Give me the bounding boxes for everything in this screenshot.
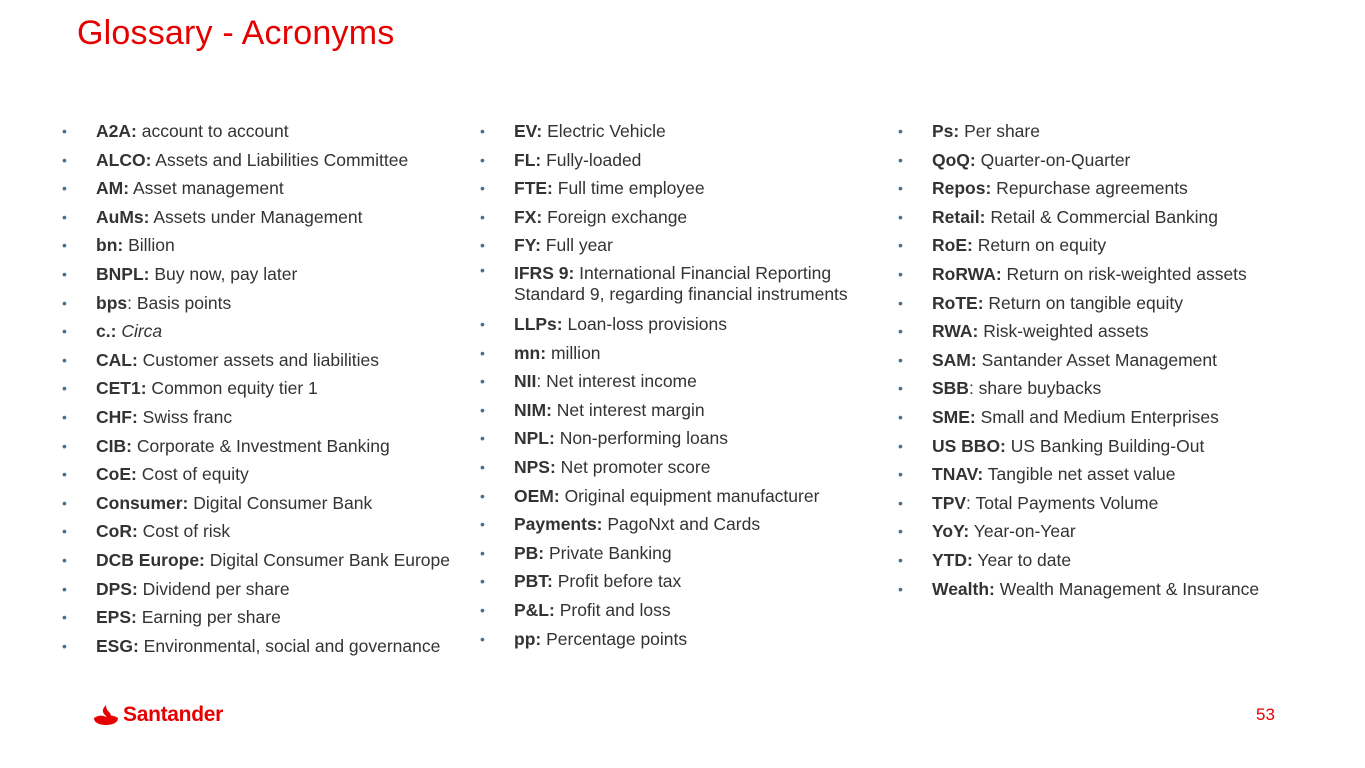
glossary-entry bbox=[62, 203, 467, 232]
glossary-entry bbox=[898, 460, 1318, 489]
bullet-icon: • bbox=[898, 151, 903, 168]
glossary-term: ALCO: bbox=[96, 149, 152, 170]
bullet-icon: • bbox=[480, 208, 485, 225]
glossary-definition: Return on tangible equity bbox=[983, 292, 1183, 313]
glossary-definition: Billion bbox=[123, 235, 175, 256]
glossary-entry bbox=[898, 546, 1318, 575]
glossary-entry bbox=[62, 403, 467, 432]
bullet-icon: • bbox=[480, 373, 485, 390]
bullet-icon: • bbox=[480, 401, 485, 418]
bullet-icon: • bbox=[898, 237, 903, 254]
bullet-icon: • bbox=[480, 630, 485, 647]
glossary-column-1 bbox=[62, 117, 467, 660]
glossary-definition: Digital Consumer Bank Europe bbox=[204, 549, 451, 570]
bullet-icon: • bbox=[62, 637, 67, 654]
santander-logo bbox=[93, 701, 223, 729]
glossary-term: SAM: bbox=[932, 349, 977, 370]
glossary-term: CHF: bbox=[96, 406, 138, 427]
glossary-entry bbox=[480, 625, 890, 654]
glossary-term: CoE: bbox=[96, 464, 137, 485]
glossary-entry bbox=[480, 339, 890, 368]
glossary-definition: Dividend per share bbox=[137, 578, 290, 599]
glossary-column-2 bbox=[480, 117, 890, 653]
bullet-icon: • bbox=[62, 180, 67, 197]
logo-text: Santander bbox=[123, 703, 223, 726]
glossary-definition: Assets and Liabilities Committee bbox=[151, 149, 409, 170]
glossary-entry bbox=[898, 174, 1318, 203]
glossary-term: NPS: bbox=[514, 456, 556, 477]
glossary-definition: Original equipment manufacturer bbox=[559, 485, 820, 506]
bullet-icon: • bbox=[62, 323, 67, 340]
glossary-term: RWA: bbox=[932, 321, 979, 342]
bullet-icon: • bbox=[898, 380, 903, 397]
glossary-entry bbox=[480, 567, 890, 596]
bullet-icon: • bbox=[62, 294, 67, 311]
glossary-entry bbox=[480, 146, 890, 175]
glossary-term: OEM: bbox=[514, 485, 560, 506]
glossary-term: AM: bbox=[96, 178, 130, 199]
glossary-term: NPL: bbox=[514, 428, 555, 449]
bullet-icon: • bbox=[480, 237, 485, 254]
glossary-definition: Assets under Management bbox=[149, 206, 363, 227]
bullet-icon: • bbox=[898, 351, 903, 368]
glossary-entry bbox=[898, 374, 1318, 403]
page-number: 53 bbox=[1256, 705, 1275, 724]
glossary-term: c.: bbox=[96, 321, 117, 342]
glossary-term: NII bbox=[514, 371, 537, 392]
bullet-icon: • bbox=[480, 573, 485, 590]
glossary-term: ESG: bbox=[96, 635, 139, 656]
glossary-entry bbox=[480, 396, 890, 425]
glossary-definition: Small and Medium Enterprises bbox=[975, 406, 1219, 427]
glossary-definition: Non-performing loans bbox=[554, 428, 728, 449]
glossary-term: AuMs: bbox=[96, 206, 150, 227]
glossary-entry bbox=[480, 482, 890, 511]
glossary-definition: Private Banking bbox=[544, 542, 672, 563]
glossary-entry bbox=[480, 539, 890, 568]
bullet-icon: • bbox=[898, 265, 903, 282]
glossary-definition: International Financial Reporting Standard 9, regarding financial instruments bbox=[514, 262, 848, 305]
glossary-term: Repos: bbox=[932, 178, 992, 199]
bullet-icon: • bbox=[898, 551, 903, 568]
glossary-definition: Buy now, pay later bbox=[149, 263, 298, 284]
glossary-entry bbox=[62, 460, 467, 489]
glossary-term: PBT: bbox=[514, 571, 553, 592]
glossary-term: US BBO: bbox=[932, 435, 1006, 456]
glossary-entry bbox=[898, 489, 1318, 518]
bullet-icon: • bbox=[62, 437, 67, 454]
glossary-term: YoY: bbox=[932, 521, 970, 542]
glossary-term: SBB bbox=[932, 378, 969, 399]
glossary-definition: Full time employee bbox=[552, 178, 705, 199]
glossary-entry bbox=[62, 489, 467, 518]
glossary-entry bbox=[62, 517, 467, 546]
bullet-icon: • bbox=[898, 437, 903, 454]
glossary-term: RoRWA: bbox=[932, 263, 1002, 284]
glossary-entry bbox=[480, 310, 890, 339]
glossary-entry bbox=[62, 346, 467, 375]
bullet-icon: • bbox=[898, 123, 903, 139]
glossary-entry bbox=[480, 117, 890, 146]
bullet-icon: • bbox=[62, 123, 67, 139]
glossary-term: RoE: bbox=[932, 235, 973, 256]
glossary-term: CAL: bbox=[96, 349, 138, 370]
bullet-icon: • bbox=[62, 494, 67, 511]
bullet-icon: • bbox=[898, 294, 903, 311]
glossary-term: YTD: bbox=[932, 549, 973, 570]
glossary-entry bbox=[480, 260, 890, 310]
glossary-term: DCB Europe: bbox=[96, 549, 205, 570]
glossary-definition: : Net interest income bbox=[536, 371, 697, 392]
bullet-icon: • bbox=[898, 580, 903, 597]
santander-flame-icon bbox=[93, 704, 119, 726]
glossary-definition: Percentage points bbox=[541, 628, 688, 649]
glossary-entry bbox=[480, 174, 890, 203]
glossary-term: CIB: bbox=[96, 435, 132, 456]
glossary-entry bbox=[62, 289, 467, 318]
glossary-definition: Common equity tier 1 bbox=[146, 378, 318, 399]
glossary-definition: Profit and loss bbox=[554, 599, 671, 620]
bullet-icon: • bbox=[480, 487, 485, 504]
glossary-definition: Environmental, social and governance bbox=[138, 635, 441, 656]
glossary-term: bps bbox=[96, 292, 128, 313]
glossary-entry bbox=[62, 260, 467, 289]
glossary-definition: Risk-weighted assets bbox=[978, 321, 1149, 342]
bullet-icon: • bbox=[62, 609, 67, 626]
glossary-term: NIM: bbox=[514, 399, 552, 420]
glossary-definition: Profit before tax bbox=[552, 571, 682, 592]
page-title: Glossary - Acronyms bbox=[77, 14, 395, 52]
glossary-term: FX: bbox=[514, 206, 543, 227]
glossary-entry bbox=[898, 203, 1318, 232]
glossary-term: SME: bbox=[932, 406, 976, 427]
glossary-definition: Net interest margin bbox=[551, 399, 705, 420]
glossary-term: RoTE: bbox=[932, 292, 984, 313]
bullet-icon: • bbox=[62, 466, 67, 483]
glossary-term: FTE: bbox=[514, 178, 553, 199]
glossary-entry bbox=[62, 603, 467, 632]
glossary-definition: Tangible net asset value bbox=[983, 464, 1176, 485]
glossary-definition: : Basis points bbox=[127, 292, 232, 313]
glossary-term: Ps: bbox=[932, 121, 960, 141]
bullet-icon: • bbox=[480, 601, 485, 618]
glossary-entry bbox=[480, 367, 890, 396]
glossary-definition: Wealth Management & Insurance bbox=[994, 578, 1260, 599]
glossary-entry bbox=[480, 510, 890, 539]
glossary-definition: Santander Asset Management bbox=[976, 349, 1218, 370]
glossary-definition: US Banking Building-Out bbox=[1005, 435, 1205, 456]
glossary-term: CET1: bbox=[96, 378, 147, 399]
glossary-definition: Full year bbox=[540, 235, 613, 256]
bullet-icon: • bbox=[62, 408, 67, 425]
bullet-icon: • bbox=[62, 208, 67, 225]
glossary-term: bn: bbox=[96, 235, 124, 256]
glossary-entry bbox=[898, 231, 1318, 260]
bullet-icon: • bbox=[898, 208, 903, 225]
bullet-icon: • bbox=[480, 516, 485, 533]
glossary-definition: Return on risk-weighted assets bbox=[1001, 263, 1247, 284]
glossary-definition: : share buybacks bbox=[968, 378, 1102, 399]
glossary-definition: Cost of equity bbox=[136, 464, 249, 485]
glossary-term: Payments: bbox=[514, 514, 603, 535]
glossary-term: pp: bbox=[514, 628, 542, 649]
bullet-icon: • bbox=[898, 323, 903, 340]
glossary-definition: Customer assets and liabilities bbox=[137, 349, 380, 370]
bullet-icon: • bbox=[898, 523, 903, 540]
glossary-entry bbox=[62, 174, 467, 203]
glossary-term: mn: bbox=[514, 342, 547, 363]
glossary-term: P&L: bbox=[514, 599, 555, 620]
glossary-definition: Net promoter score bbox=[555, 456, 711, 477]
bullet-icon: • bbox=[62, 265, 67, 282]
glossary-entry bbox=[62, 317, 467, 346]
glossary-entry bbox=[898, 346, 1318, 375]
glossary-entry bbox=[480, 231, 890, 260]
glossary-definition: Year to date bbox=[972, 549, 1072, 570]
glossary-term: LLPs: bbox=[514, 313, 563, 334]
glossary-definition: Retail & Commercial Banking bbox=[985, 206, 1218, 227]
glossary-definition: Digital Consumer Bank bbox=[188, 492, 373, 513]
glossary-entry bbox=[898, 146, 1318, 175]
glossary-entry bbox=[898, 289, 1318, 318]
glossary-definition: Per share bbox=[959, 121, 1040, 141]
bullet-icon: • bbox=[898, 408, 903, 425]
glossary-definition: Swiss franc bbox=[137, 406, 233, 427]
bullet-icon: • bbox=[480, 430, 485, 447]
glossary-term: Retail: bbox=[932, 206, 986, 227]
glossary-definition: : Total Payments Volume bbox=[966, 492, 1159, 513]
glossary-entry bbox=[62, 231, 467, 260]
glossary-term: TPV bbox=[932, 492, 967, 513]
glossary-entry bbox=[62, 374, 467, 403]
glossary-entry bbox=[898, 317, 1318, 346]
glossary-definition: Foreign exchange bbox=[542, 206, 688, 227]
glossary-entry bbox=[480, 453, 890, 482]
bullet-icon: • bbox=[480, 458, 485, 475]
bullet-icon: • bbox=[62, 580, 67, 597]
glossary-entry bbox=[62, 432, 467, 461]
glossary-entry bbox=[480, 203, 890, 232]
glossary-term: BNPL: bbox=[96, 263, 150, 284]
glossary-definition: Repurchase agreements bbox=[991, 178, 1188, 199]
glossary-definition: Electric Vehicle bbox=[542, 121, 666, 141]
glossary-term: Wealth: bbox=[932, 578, 995, 599]
bullet-icon: • bbox=[62, 151, 67, 168]
bullet-icon: • bbox=[480, 261, 485, 278]
glossary-definition: Corporate & Investment Banking bbox=[131, 435, 390, 456]
glossary-definition: Earning per share bbox=[136, 607, 281, 628]
bullet-icon: • bbox=[480, 344, 485, 361]
glossary-definition: account to account bbox=[136, 121, 289, 141]
glossary-entry bbox=[62, 546, 467, 575]
glossary-entry bbox=[62, 632, 467, 661]
glossary-definition: PagoNxt and Cards bbox=[602, 514, 761, 535]
glossary-entry bbox=[898, 117, 1318, 146]
glossary-definition: Quarter-on-Quarter bbox=[975, 149, 1131, 170]
glossary-entry bbox=[898, 575, 1318, 604]
glossary-entry bbox=[898, 403, 1318, 432]
glossary-term: Consumer: bbox=[96, 492, 189, 513]
glossary-definition: million bbox=[546, 342, 601, 363]
bullet-icon: • bbox=[480, 151, 485, 168]
glossary-entry bbox=[898, 260, 1318, 289]
bullet-icon: • bbox=[480, 123, 485, 139]
glossary-definition: Cost of risk bbox=[137, 521, 231, 542]
glossary-definition: Circa bbox=[121, 321, 163, 342]
bullet-icon: • bbox=[480, 544, 485, 561]
glossary-definition: Year-on-Year bbox=[969, 521, 1076, 542]
bullet-icon: • bbox=[898, 180, 903, 197]
glossary-entry bbox=[480, 596, 890, 625]
glossary-term: EPS: bbox=[96, 607, 137, 628]
bullet-icon: • bbox=[62, 237, 67, 254]
glossary-definition: Fully-loaded bbox=[541, 149, 642, 170]
bullet-icon: • bbox=[480, 315, 485, 332]
glossary-entry bbox=[898, 432, 1318, 461]
glossary-term: CoR: bbox=[96, 521, 138, 542]
glossary-term: IFRS 9: bbox=[514, 262, 575, 283]
glossary-term: DPS: bbox=[96, 578, 138, 599]
glossary-entry bbox=[62, 575, 467, 604]
glossary-term: PB: bbox=[514, 542, 545, 563]
glossary-entry bbox=[480, 424, 890, 453]
glossary-term: A2A: bbox=[96, 121, 137, 141]
glossary-term: QoQ: bbox=[932, 149, 976, 170]
bullet-icon: • bbox=[62, 551, 67, 568]
bullet-icon: • bbox=[62, 380, 67, 397]
bullet-icon: • bbox=[62, 523, 67, 540]
glossary-definition: Asset management bbox=[129, 178, 284, 199]
bullet-icon: • bbox=[480, 180, 485, 197]
glossary-term: FY: bbox=[514, 235, 541, 256]
glossary-entry bbox=[62, 146, 467, 175]
glossary-definition: Return on equity bbox=[972, 235, 1107, 256]
glossary-term: TNAV: bbox=[932, 464, 984, 485]
glossary-definition: Loan-loss provisions bbox=[562, 313, 728, 334]
glossary-entry bbox=[62, 117, 467, 146]
glossary-term: FL: bbox=[514, 149, 542, 170]
bullet-icon: • bbox=[898, 494, 903, 511]
bullet-icon: • bbox=[62, 351, 67, 368]
glossary-term: EV: bbox=[514, 121, 543, 141]
glossary-entry bbox=[898, 517, 1318, 546]
bullet-icon: • bbox=[898, 466, 903, 483]
glossary-column-3 bbox=[898, 117, 1318, 603]
